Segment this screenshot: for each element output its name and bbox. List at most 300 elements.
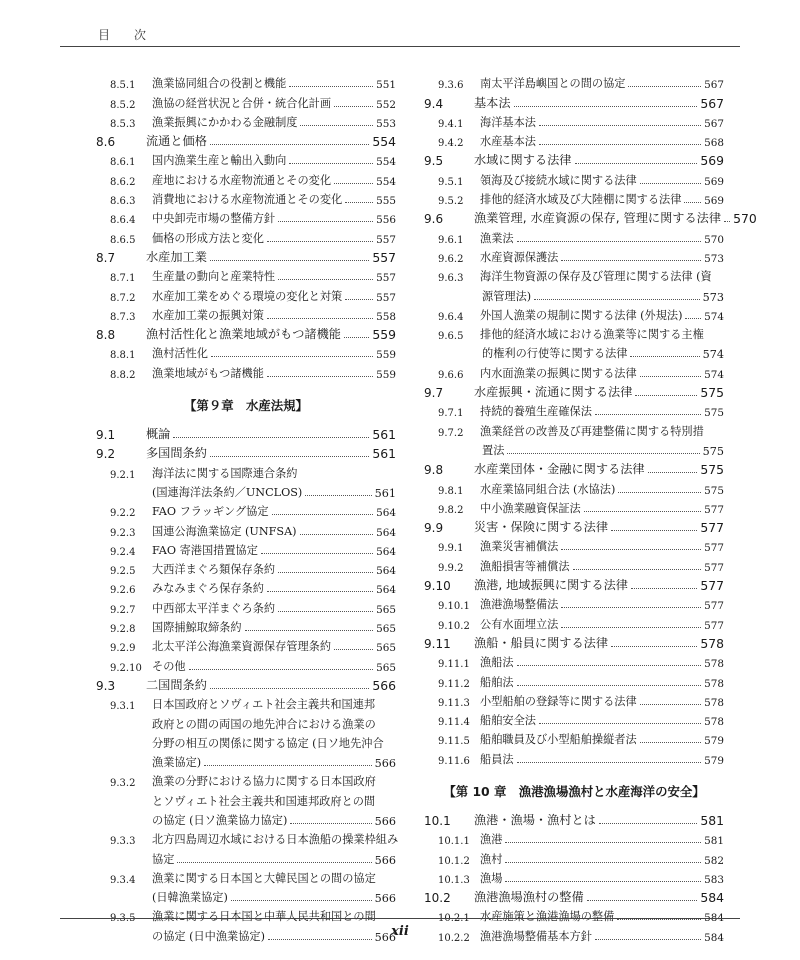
toc-subsection-entry[interactable] xyxy=(424,72,724,91)
toc-subsection-entry[interactable] xyxy=(424,670,724,689)
toc-subsection-entry[interactable] xyxy=(424,400,724,419)
toc-subsection-entry[interactable] xyxy=(424,847,724,866)
toc-entry-title: 水産加工業をめぐる環境の変化と対策 xyxy=(152,289,343,303)
toc-entry-page: 569 xyxy=(700,153,724,169)
leader-dots xyxy=(640,183,702,184)
leader-dots xyxy=(648,472,698,473)
leader-dots xyxy=(245,630,374,631)
toc-entry-page: 583 xyxy=(704,873,724,886)
leader-dots xyxy=(595,414,701,415)
toc-entry-number: 9.2 xyxy=(96,447,116,462)
toc-entry-title: 海洋基本法 xyxy=(480,115,536,129)
toc-entry-page: 581 xyxy=(700,812,724,828)
toc-entry-continuation[interactable] xyxy=(96,847,396,866)
toc-section-entry[interactable] xyxy=(96,246,396,265)
leader-dots xyxy=(617,919,701,920)
toc-entry-title: 海洋生物資源の保存及び管理に関する法律 (資 xyxy=(480,270,712,284)
toc-entry-title: 漁協の経営状況と合併・統合化計画 xyxy=(152,96,332,110)
toc-entry-title: 漁港漁場整備基本方針 xyxy=(480,929,592,943)
toc-subsection-entry[interactable] xyxy=(424,593,724,612)
toc-entry-number: 9.8.2 xyxy=(438,504,464,516)
toc-section-entry[interactable] xyxy=(96,130,396,149)
toc-section-entry[interactable] xyxy=(96,442,396,461)
toc-entry-title: 北方四島周辺水域における日本漁船の操業枠組み xyxy=(152,833,399,847)
toc-entry-title: 漁業に関する日本国と中華人民共和国との間 xyxy=(152,910,376,924)
toc-subsection-entry[interactable] xyxy=(424,323,724,342)
toc-section-entry[interactable] xyxy=(424,886,724,905)
toc-entry-number: 9.3.5 xyxy=(110,913,136,925)
toc-subsection-entry[interactable] xyxy=(424,905,724,924)
toc-entry-number: 8.6.1 xyxy=(110,157,136,169)
toc-entry-title: 領海及び接続水域に関する法律 xyxy=(480,173,637,187)
toc-entry-number: 9.6.6 xyxy=(438,369,464,381)
toc-entry-title: 漁業協同組合の役割と機能 xyxy=(152,77,287,91)
leader-dots xyxy=(534,299,700,300)
toc-entry-title: 漁船法 xyxy=(480,656,514,670)
toc-entry-continuation[interactable] xyxy=(424,342,724,361)
leader-dots xyxy=(611,646,697,647)
toc-entry-page: 570 xyxy=(733,211,757,227)
leader-dots xyxy=(204,765,372,766)
toc-subsection-entry[interactable] xyxy=(424,188,724,207)
toc-entry-page: 557 xyxy=(376,233,396,246)
toc-section-entry[interactable] xyxy=(96,423,396,442)
leader-dots xyxy=(278,279,373,280)
toc-subsection-entry[interactable] xyxy=(96,558,396,577)
toc-entry-number: 9.2.8 xyxy=(110,624,136,636)
chapter-heading: 【第 10 章 漁港漁場漁村と水産海洋の安全】 xyxy=(443,783,705,799)
toc-entry-page: 578 xyxy=(700,635,724,651)
page-number: xii xyxy=(391,924,409,939)
toc-subsection-entry[interactable] xyxy=(96,72,396,91)
toc-entry-page: 554 xyxy=(372,134,396,150)
leader-dots xyxy=(561,607,701,608)
toc-entry-page: 574 xyxy=(702,348,724,362)
leader-dots xyxy=(561,260,701,261)
toc-entry-continuation[interactable] xyxy=(424,284,724,303)
toc-entry-title: 水産加工業の振興対策 xyxy=(152,308,264,322)
toc-subsection-entry[interactable] xyxy=(424,111,724,130)
toc-entry-title: 二国間条約 xyxy=(146,677,207,692)
toc-entry-page: 570 xyxy=(704,233,724,246)
toc-entry-title: (国連海洋法条約／UNCLOS) xyxy=(152,485,303,499)
toc-entry-title: 水産資源保護法 xyxy=(480,250,559,264)
leader-dots xyxy=(334,649,373,650)
toc-entry-page: 558 xyxy=(376,310,396,323)
toc-entry-number: 9.2.3 xyxy=(110,527,136,539)
toc-entry-number: 8.6 xyxy=(96,135,116,150)
toc-entry-page: 552 xyxy=(376,98,396,111)
toc-entry-title: 排他的経済水域における漁業等に関する主権 xyxy=(480,328,704,342)
toc-section-entry[interactable] xyxy=(424,91,724,110)
leader-dots xyxy=(640,376,702,377)
toc-entry-number: 10.1.1 xyxy=(438,836,470,848)
toc-subsection-entry[interactable] xyxy=(96,188,396,207)
toc-entry-page: 577 xyxy=(704,600,724,613)
toc-entry-number: 9.3 xyxy=(96,678,116,693)
toc-entry-title: 多国間条約 xyxy=(146,446,207,461)
leader-dots xyxy=(507,453,699,454)
toc-entry-title: 中西部太平洋まぐろ条約 xyxy=(152,601,276,615)
toc-entry-number: 8.8 xyxy=(96,328,116,343)
toc-entry-page: 557 xyxy=(376,291,396,304)
toc-entry-page: 574 xyxy=(704,310,724,323)
toc-entry-number: 10.2.2 xyxy=(438,932,470,944)
toc-entry-page: 567 xyxy=(704,79,724,92)
toc-entry-number: 8.6.4 xyxy=(110,215,136,227)
toc-entry-title: 中央卸売市場の整備方針 xyxy=(152,212,276,226)
toc-entry-page: 568 xyxy=(704,137,724,150)
leader-dots xyxy=(517,685,702,686)
toc-entry-number: 8.5.2 xyxy=(110,99,136,111)
toc-entry-number: 8.6.2 xyxy=(110,176,136,188)
toc-entry-number: 10.1 xyxy=(424,813,451,828)
toc-entry-title: 大西洋まぐろ類保存条約 xyxy=(152,563,276,577)
toc-subsection-entry[interactable] xyxy=(96,616,396,635)
leader-dots xyxy=(210,144,369,145)
toc-subsection-entry[interactable] xyxy=(96,304,396,323)
toc-entry-title: その他 xyxy=(152,659,186,673)
leader-dots xyxy=(561,549,701,550)
leader-dots xyxy=(640,742,702,743)
toc-entry-number: 8.7.3 xyxy=(110,311,136,323)
toc-entry-page: 564 xyxy=(376,526,396,539)
toc-entry-continuation[interactable] xyxy=(96,751,396,770)
toc-entry-number: 9.6.2 xyxy=(438,253,464,265)
toc-entry-continuation[interactable] xyxy=(424,439,724,458)
toc-entry-title: の協定 (日中漁業協定) xyxy=(152,929,265,943)
toc-entry-title: 水産施策と漁港漁場の整備 xyxy=(480,910,615,924)
toc-subsection-entry[interactable] xyxy=(424,265,724,284)
leader-dots xyxy=(267,241,373,242)
toc-subsection-entry[interactable] xyxy=(96,342,396,361)
toc-entry-number: 9.2.2 xyxy=(110,508,136,520)
toc-subsection-entry[interactable] xyxy=(96,265,396,284)
toc-subsection-entry[interactable] xyxy=(96,361,396,380)
toc-entry-continuation[interactable] xyxy=(96,809,396,828)
leader-dots xyxy=(517,762,702,763)
toc-entry-page: 577 xyxy=(700,578,724,594)
toc-entry-title: 公有水面埋立法 xyxy=(480,617,559,631)
toc-subsection-entry[interactable] xyxy=(424,130,724,149)
toc-section-entry[interactable] xyxy=(424,632,724,651)
toc-entry-title: 置法 xyxy=(482,443,505,457)
toc-entry-title: 船舶職員及び小型船舶操縦者法 xyxy=(480,733,637,747)
toc-subsection-entry[interactable] xyxy=(96,596,396,615)
leader-dots xyxy=(290,823,371,824)
toc-subsection-entry[interactable] xyxy=(96,635,396,654)
toc-entry-title: とソヴィエト社会主義共和国連邦政府との間 xyxy=(152,794,376,808)
toc-section-entry[interactable] xyxy=(424,574,724,593)
toc-entry-title: 水産振興・流通に関する法律 xyxy=(474,385,633,400)
leader-dots xyxy=(505,842,701,843)
leader-dots xyxy=(514,106,698,107)
leader-dots xyxy=(278,572,373,573)
toc-entry-number: 9.2.5 xyxy=(110,566,136,578)
toc-subsection-entry[interactable] xyxy=(424,535,724,554)
toc-entry-page: 584 xyxy=(704,912,724,925)
toc-entry-page: 567 xyxy=(700,95,724,111)
leader-dots xyxy=(344,337,369,338)
toc-entry-title: 排他的経済水域及び大陸棚に関する法律 xyxy=(480,193,682,207)
toc-entry-number: 9.2.1 xyxy=(110,469,136,481)
toc-entry-title: 水産業協同組合法 (水協法) xyxy=(480,482,616,496)
toc-entry-number: 9.4 xyxy=(424,96,444,111)
toc-entry-number: 9.4.1 xyxy=(438,118,464,130)
leader-dots xyxy=(635,395,697,396)
toc-entry-page: 566 xyxy=(372,677,396,693)
toc-entry-number: 9.3.6 xyxy=(438,80,464,92)
toc-entry-title: 持続的養殖生産確保法 xyxy=(480,405,592,419)
chapter-heading: 【第９章 水産法規】 xyxy=(184,397,308,413)
toc-entry-number: 9.8.1 xyxy=(438,485,464,497)
leader-dots xyxy=(231,900,372,901)
toc-entry-title: 外国人漁業の規制に関する法律 (外規法) xyxy=(480,308,683,322)
toc-entry-number: 8.5.1 xyxy=(110,80,136,92)
toc-subsection-entry[interactable] xyxy=(96,500,396,519)
toc-entry-title: 小型船舶の登録等に関する法律 xyxy=(480,694,637,708)
toc-entry-page: 569 xyxy=(704,175,724,188)
toc-subsection-entry[interactable] xyxy=(424,867,724,886)
toc-entry-number: 9.2.10 xyxy=(110,662,142,674)
toc-entry-number: 9.11.3 xyxy=(438,697,470,709)
leader-dots xyxy=(334,106,373,107)
toc-subsection-entry[interactable] xyxy=(424,226,724,245)
toc-subsection-entry[interactable] xyxy=(96,284,396,303)
toc-entry-page: 581 xyxy=(704,835,724,848)
leader-dots xyxy=(517,241,702,242)
toc-entry-number: 9.4.2 xyxy=(438,138,464,150)
leader-dots xyxy=(587,900,698,901)
toc-section-entry[interactable] xyxy=(424,381,724,400)
leader-dots xyxy=(278,221,373,222)
toc-entry-number: 9.6 xyxy=(424,212,444,227)
toc-entry-title: 南太平洋島嶼国との間の協定 xyxy=(480,77,626,91)
toc-entry-number: 8.6.5 xyxy=(110,234,136,246)
toc-entry-title: 災害・保険に関する法律 xyxy=(474,520,609,535)
toc-entry-number: 9.5.2 xyxy=(438,196,464,208)
toc-subsection-entry[interactable] xyxy=(96,207,396,226)
leader-dots xyxy=(305,495,371,496)
toc-entry-number: 9.11.5 xyxy=(438,736,470,748)
toc-entry-page: 574 xyxy=(704,368,724,381)
toc-entry-page: 584 xyxy=(704,931,724,944)
toc-entry-page: 565 xyxy=(376,642,396,655)
toc-subsection-entry[interactable] xyxy=(96,168,396,187)
toc-entry-page: 565 xyxy=(376,661,396,674)
toc-entry-number: 9.9 xyxy=(424,521,444,536)
leader-dots xyxy=(685,318,701,319)
toc-entry-title: 漁業地域がもつ諸機能 xyxy=(152,366,264,380)
toc-entry-page: 559 xyxy=(376,349,396,362)
toc-subsection-entry[interactable] xyxy=(424,477,724,496)
toc-entry-title: 政府との間の両国の地先沖合における漁業の xyxy=(152,717,376,731)
toc-entry-page: 555 xyxy=(376,195,396,208)
toc-entry-page: 564 xyxy=(376,565,396,578)
toc-entry-title: 漁港 xyxy=(480,833,503,847)
toc-subsection-entry[interactable] xyxy=(96,693,396,712)
toc-entry-number: 8.7.2 xyxy=(110,292,136,304)
toc-entry-continuation[interactable] xyxy=(96,789,396,808)
toc-entry-title: 協定 xyxy=(152,852,175,866)
toc-section-entry[interactable] xyxy=(424,207,757,227)
toc-subsection-entry[interactable] xyxy=(96,539,396,558)
toc-subsection-entry[interactable] xyxy=(96,519,396,538)
toc-entry-title: (日韓漁業協定) xyxy=(152,891,228,905)
toc-subsection-entry[interactable] xyxy=(96,905,396,924)
leader-dots xyxy=(177,862,371,863)
toc-entry-page: 553 xyxy=(376,117,396,130)
toc-entry-number: 8.6.3 xyxy=(110,196,136,208)
toc-entry-page: 584 xyxy=(700,890,724,906)
toc-entry-page: 564 xyxy=(376,545,396,558)
toc-subsection-entry[interactable] xyxy=(96,91,396,110)
toc-subsection-entry[interactable] xyxy=(424,651,724,670)
toc-entry-title: 漁業管理, 水産資源の保存, 管理に関する法律 xyxy=(474,211,722,226)
toc-entry-number: 9.10.2 xyxy=(438,620,470,632)
toc-entry-continuation[interactable] xyxy=(96,886,396,905)
toc-subsection-entry[interactable] xyxy=(424,709,724,728)
leader-dots xyxy=(210,456,369,457)
toc-entry-title: 漁業の分野における協力に関する日本国政府 xyxy=(152,775,376,789)
toc-entry-title: 漁港漁場漁村の整備 xyxy=(474,890,584,905)
toc-entry-title: FAO フラッギング協定 xyxy=(152,505,269,519)
toc-section-entry[interactable] xyxy=(424,458,724,477)
toc-entry-number: 9.11.2 xyxy=(438,678,470,690)
toc-entry-number: 9.7 xyxy=(424,386,444,401)
toc-entry-number: 9.1 xyxy=(96,428,116,443)
toc-entry-page: 575 xyxy=(702,444,724,458)
toc-entry-title: の協定 (日ソ漁業協力協定) xyxy=(152,813,288,827)
toc-entry-number: 9.7.1 xyxy=(438,408,464,420)
toc-entry-number: 9.3.3 xyxy=(110,836,136,848)
leader-dots xyxy=(278,611,373,612)
toc-entry-page: 575 xyxy=(704,484,724,497)
toc-section-entry[interactable] xyxy=(96,674,396,693)
toc-subsection-entry[interactable] xyxy=(96,111,396,130)
toc-entry-title: 海洋法に関する国際連合条約 xyxy=(152,466,298,480)
footer-rule xyxy=(60,918,740,919)
toc-section-entry[interactable] xyxy=(424,149,724,168)
toc-entry-number: 9.9.2 xyxy=(438,562,464,574)
toc-entry-page: 561 xyxy=(374,486,396,500)
leader-dots xyxy=(628,86,701,87)
leader-dots xyxy=(611,530,697,531)
toc-entry-continuation[interactable] xyxy=(96,481,396,500)
toc-entry-number: 9.6.3 xyxy=(438,273,464,285)
toc-entry-continuation[interactable] xyxy=(96,712,396,731)
leader-dots xyxy=(267,376,373,377)
leader-dots xyxy=(267,591,373,592)
toc-subsection-entry[interactable] xyxy=(96,226,396,245)
toc-subsection-entry[interactable] xyxy=(424,168,724,187)
toc-section-entry[interactable] xyxy=(96,323,396,342)
toc-entry-title: 国連公海漁業協定 (UNFSA) xyxy=(152,524,297,538)
leader-dots xyxy=(272,514,374,515)
toc-entry-page: 577 xyxy=(704,619,724,632)
toc-subsection-entry[interactable] xyxy=(424,361,724,380)
toc-entry-title: 生産量の動向と産業特性 xyxy=(152,270,276,284)
leader-dots xyxy=(505,862,701,863)
toc-entry-title: 水産加工業 xyxy=(146,249,207,264)
toc-entry-page: 566 xyxy=(374,853,396,867)
toc-entry-page: 559 xyxy=(372,327,396,343)
toc-entry-title: 概論 xyxy=(146,427,171,442)
toc-entry-number: 9.11.1 xyxy=(438,659,470,671)
leader-dots xyxy=(289,163,373,164)
toc-subsection-entry[interactable] xyxy=(96,770,396,789)
toc-entry-page: 578 xyxy=(704,677,724,690)
toc-subsection-entry[interactable] xyxy=(96,867,396,886)
leader-dots xyxy=(575,163,698,164)
toc-subsection-entry[interactable] xyxy=(424,612,724,631)
toc-entry-title: 分野の相互の関係に関する協定 (日ソ地先沖合 xyxy=(152,736,384,750)
toc-subsection-entry[interactable] xyxy=(424,828,724,847)
toc-subsection-entry[interactable] xyxy=(96,828,399,848)
leader-dots xyxy=(267,318,373,319)
toc-entry-number: 9.5.1 xyxy=(438,176,464,188)
toc-subsection-entry[interactable] xyxy=(424,747,724,766)
toc-subsection-entry[interactable] xyxy=(424,690,724,709)
toc-subsection-entry[interactable] xyxy=(96,654,396,673)
toc-entry-number: 9.3.2 xyxy=(110,778,136,790)
toc-entry-title: 漁港漁場整備法 xyxy=(480,598,559,612)
toc-right-column xyxy=(424,72,757,944)
toc-entry-title: 漁業振興にかかわる金融制度 xyxy=(152,115,298,129)
leader-dots xyxy=(539,125,701,126)
toc-entry-page: 569 xyxy=(704,195,724,208)
toc-entry-title: 漁業法 xyxy=(480,231,514,245)
toc-entry-title: 漁村活性化と漁業地域がもつ諸機能 xyxy=(146,327,341,342)
toc-entry-page: 564 xyxy=(376,507,396,520)
toc-subsection-entry[interactable] xyxy=(424,246,724,265)
toc-entry-title: FAO 寄港国措置協定 xyxy=(152,543,258,557)
toc-subsection-entry[interactable] xyxy=(96,149,396,168)
toc-entry-number: 8.5.3 xyxy=(110,118,136,130)
toc-entry-number: 9.11.6 xyxy=(438,755,470,767)
toc-entry-page: 556 xyxy=(376,214,396,227)
leader-dots xyxy=(561,627,701,628)
toc-section-entry[interactable] xyxy=(424,516,724,535)
toc-entry-title: 漁村活性化 xyxy=(152,347,208,361)
toc-entry-number: 9.10 xyxy=(424,579,451,594)
toc-entry-number: 10.1.2 xyxy=(438,855,470,867)
toc-subsection-entry[interactable] xyxy=(424,419,724,438)
leader-dots xyxy=(640,704,702,705)
leader-dots xyxy=(505,881,701,882)
toc-subsection-entry[interactable] xyxy=(424,304,724,323)
toc-subsection-entry[interactable] xyxy=(424,728,724,747)
toc-subsection-entry[interactable] xyxy=(424,554,724,573)
toc-entry-continuation[interactable] xyxy=(96,732,396,751)
toc-entry-number: 9.6.4 xyxy=(438,311,464,323)
toc-entry-page: 554 xyxy=(376,156,396,169)
toc-entry-page: 566 xyxy=(374,814,396,828)
toc-entry-page: 557 xyxy=(376,272,396,285)
toc-section-entry[interactable] xyxy=(424,809,724,828)
toc-entry-number: 10.2 xyxy=(424,891,451,906)
leader-dots xyxy=(684,202,701,203)
toc-entry-page: 579 xyxy=(704,754,724,767)
toc-entry-page: 561 xyxy=(372,446,396,462)
toc-entry-title: みなみまぐろ保存条約 xyxy=(152,582,264,596)
leader-dots xyxy=(630,356,699,357)
toc-subsection-entry[interactable] xyxy=(96,461,396,480)
toc-subsection-entry[interactable] xyxy=(96,577,396,596)
running-header: 目 次 xyxy=(98,28,153,42)
toc-entry-title: 消費地における水産物流通とその変化 xyxy=(152,193,343,207)
toc-subsection-entry[interactable] xyxy=(424,497,724,516)
